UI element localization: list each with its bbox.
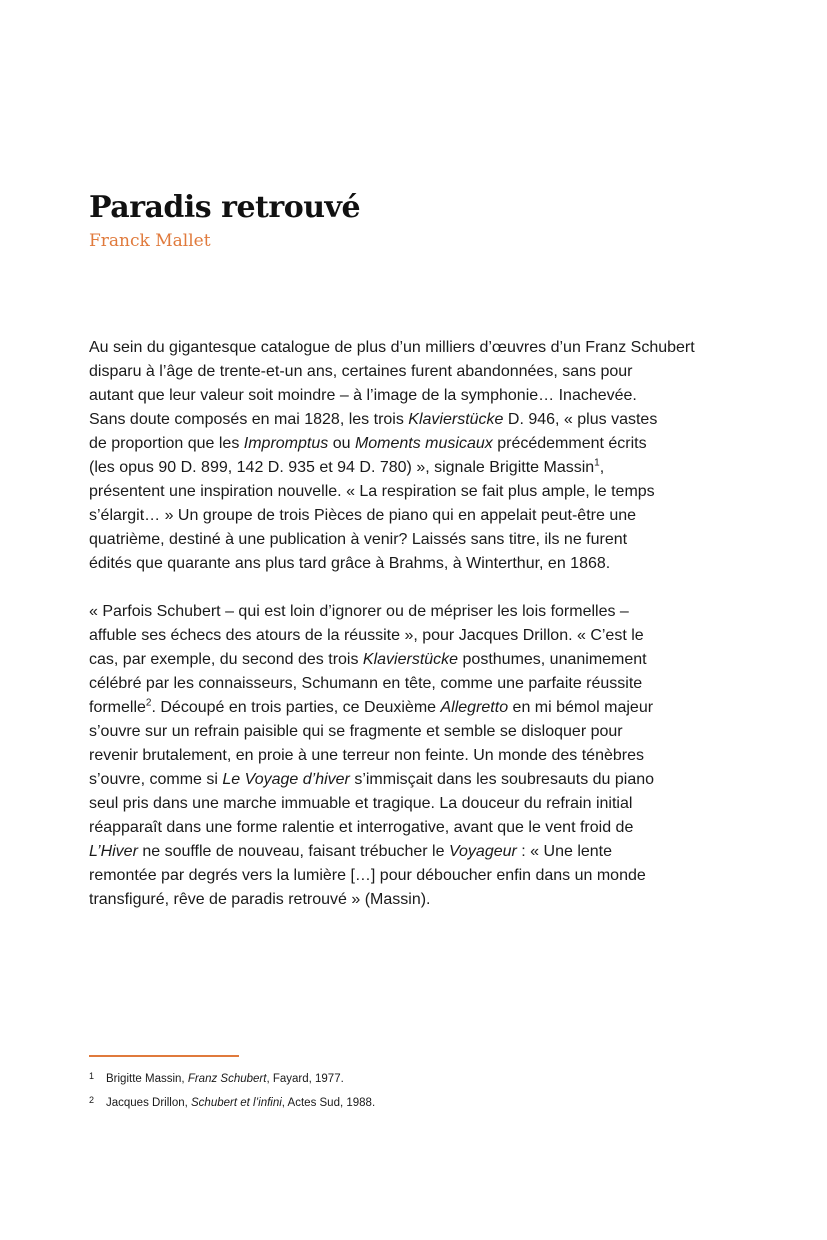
- text-span: . Découpé en trois parties, ce Deuxième: [151, 699, 441, 716]
- text-line: [89, 720, 749, 744]
- text-line: [89, 408, 749, 432]
- paragraph-1: [89, 336, 749, 576]
- text-line: [89, 768, 749, 792]
- text-line: [89, 624, 749, 648]
- text-span: posthumes, unanimement: [458, 651, 647, 668]
- italic-title: Allegretto: [440, 699, 509, 716]
- text-span: Jacques Drillon,: [106, 1097, 192, 1109]
- italic-title: Le Voyage d’hiver: [222, 771, 350, 788]
- text-span: de proportion que les: [89, 435, 244, 452]
- text-span: affuble ses échecs des atours de la réussite », pour Jacques Drillon. « C’est le: [89, 627, 644, 644]
- text-span: ,: [599, 459, 605, 476]
- text-line: [89, 864, 749, 888]
- footnote-ref-1[interactable]: 1: [594, 457, 600, 469]
- italic-title: L’Hiver: [89, 843, 138, 860]
- article-body: [89, 336, 749, 936]
- footnote-ref-2[interactable]: 2: [145, 697, 152, 709]
- text-line: [89, 384, 749, 408]
- text-span: quatrième, destiné à une publication à venir? Laissés sans titre, ils ne furent: [89, 531, 628, 548]
- text-span: s’élargit… » Un groupe de trois Pièces de piano qui en appelait peut-être une: [89, 507, 637, 524]
- text-span: ne souffle de nouveau, faisant trébucher le: [137, 843, 449, 860]
- text-span: remontée par degrés vers la lumière […] pour déboucher enfin dans un monde: [89, 867, 646, 884]
- text-line: [89, 816, 749, 840]
- text-line: [89, 480, 749, 504]
- text-span: , Fayard, 1977.: [266, 1073, 344, 1085]
- text-span: D. 946, « plus vastes: [503, 411, 658, 428]
- text-span: , Actes Sud, 1988.: [281, 1097, 376, 1109]
- text-span: autant que leur valeur soit moindre – à l’image de la symphonie… Inachevée.: [89, 387, 637, 404]
- text-line: [89, 360, 749, 384]
- author-name: Franck Mallet: [89, 231, 211, 251]
- text-span: revenir brutalement, en proie à une terreur non feinte. Un monde des ténèbres: [89, 747, 644, 764]
- footnote-1: [89, 1069, 689, 1089]
- text-span: Sans doute composés en mai 1828, les trois: [89, 411, 409, 428]
- text-span: s’ouvre sur un refrain paisible qui se fragmente et semble se disloquer pour: [89, 723, 623, 740]
- text-line: [89, 888, 749, 912]
- text-span: réapparaît dans une forme ralentie et interrogative, avant que le vent froid de: [89, 819, 634, 836]
- text-line: [89, 504, 749, 528]
- text-span: s’ouvre, comme si: [89, 771, 223, 788]
- paragraph-2: [89, 600, 749, 912]
- text-line: [89, 336, 749, 360]
- italic-title: Klavierstücke: [408, 411, 504, 428]
- text-span: ou: [328, 435, 355, 452]
- text-span: célébré par les connaisseurs, Schumann en tête, comme une parfaite réussite: [89, 675, 643, 692]
- text-line: [89, 840, 749, 864]
- text-line: [89, 456, 749, 480]
- footnote-number: 2: [89, 1095, 95, 1105]
- footnote-divider: [89, 1055, 239, 1057]
- footnotes: [89, 1069, 689, 1117]
- text-span: formelle: [89, 699, 146, 716]
- text-line: [89, 432, 749, 456]
- text-span: Au sein du gigantesque catalogue de plus d’un milliers d’œuvres d’un Franz Schubert: [89, 339, 695, 356]
- footnote-number: 1: [89, 1071, 95, 1081]
- text-span: (les opus 90 D. 899, 142 D. 935 et 94 D. 780) », signale Brigitte Massin: [89, 459, 595, 476]
- text-line: [89, 600, 749, 624]
- text-span: Brigitte Massin,: [106, 1073, 188, 1085]
- text-span: seul pris dans une marche immuable et tragique. La douceur du refrain initial: [89, 795, 633, 812]
- text-span: en mi bémol majeur: [508, 699, 654, 716]
- text-line: [89, 528, 749, 552]
- text-span: précédemment écrits: [492, 435, 647, 452]
- footnote-text: [106, 1096, 375, 1110]
- text-span: disparu à l’âge de trente-et-un ans, certaines furent abandonnées, sans pour: [89, 363, 633, 380]
- text-span: cas, par exemple, du second des trois: [89, 651, 363, 668]
- text-line: [89, 744, 749, 768]
- text-span: s’immisçait dans les soubresauts du piano: [349, 771, 655, 788]
- text-span: : « Une lente: [516, 843, 613, 860]
- italic-title: Franz Schubert: [187, 1073, 267, 1085]
- text-line: [89, 648, 749, 672]
- text-span: « Parfois Schubert – qui est loin d’ignorer ou de mépriser les lois formelles –: [89, 603, 629, 620]
- italic-title: Impromptus: [243, 435, 329, 452]
- text-line: [89, 792, 749, 816]
- text-line: [89, 696, 749, 720]
- italic-title: Schubert et l’infini: [191, 1097, 282, 1109]
- text-span: édités que quarante ans plus tard grâce à Brahms, à Winterthur, en 1868.: [89, 555, 611, 572]
- footnote-text: [106, 1072, 344, 1086]
- page-title: Paradis retrouvé: [89, 190, 361, 225]
- text-line: [89, 552, 749, 576]
- italic-title: Voyageur: [448, 843, 517, 860]
- italic-title: Klavierstücke: [362, 651, 459, 668]
- footnote-2: [89, 1093, 689, 1113]
- text-span: présentent une inspiration nouvelle. « La respiration se fait plus ample, le temps: [89, 483, 655, 500]
- text-span: transfiguré, rêve de paradis retrouvé » (Massin).: [89, 891, 431, 908]
- text-line: [89, 672, 749, 696]
- italic-title: Moments musicaux: [354, 435, 493, 452]
